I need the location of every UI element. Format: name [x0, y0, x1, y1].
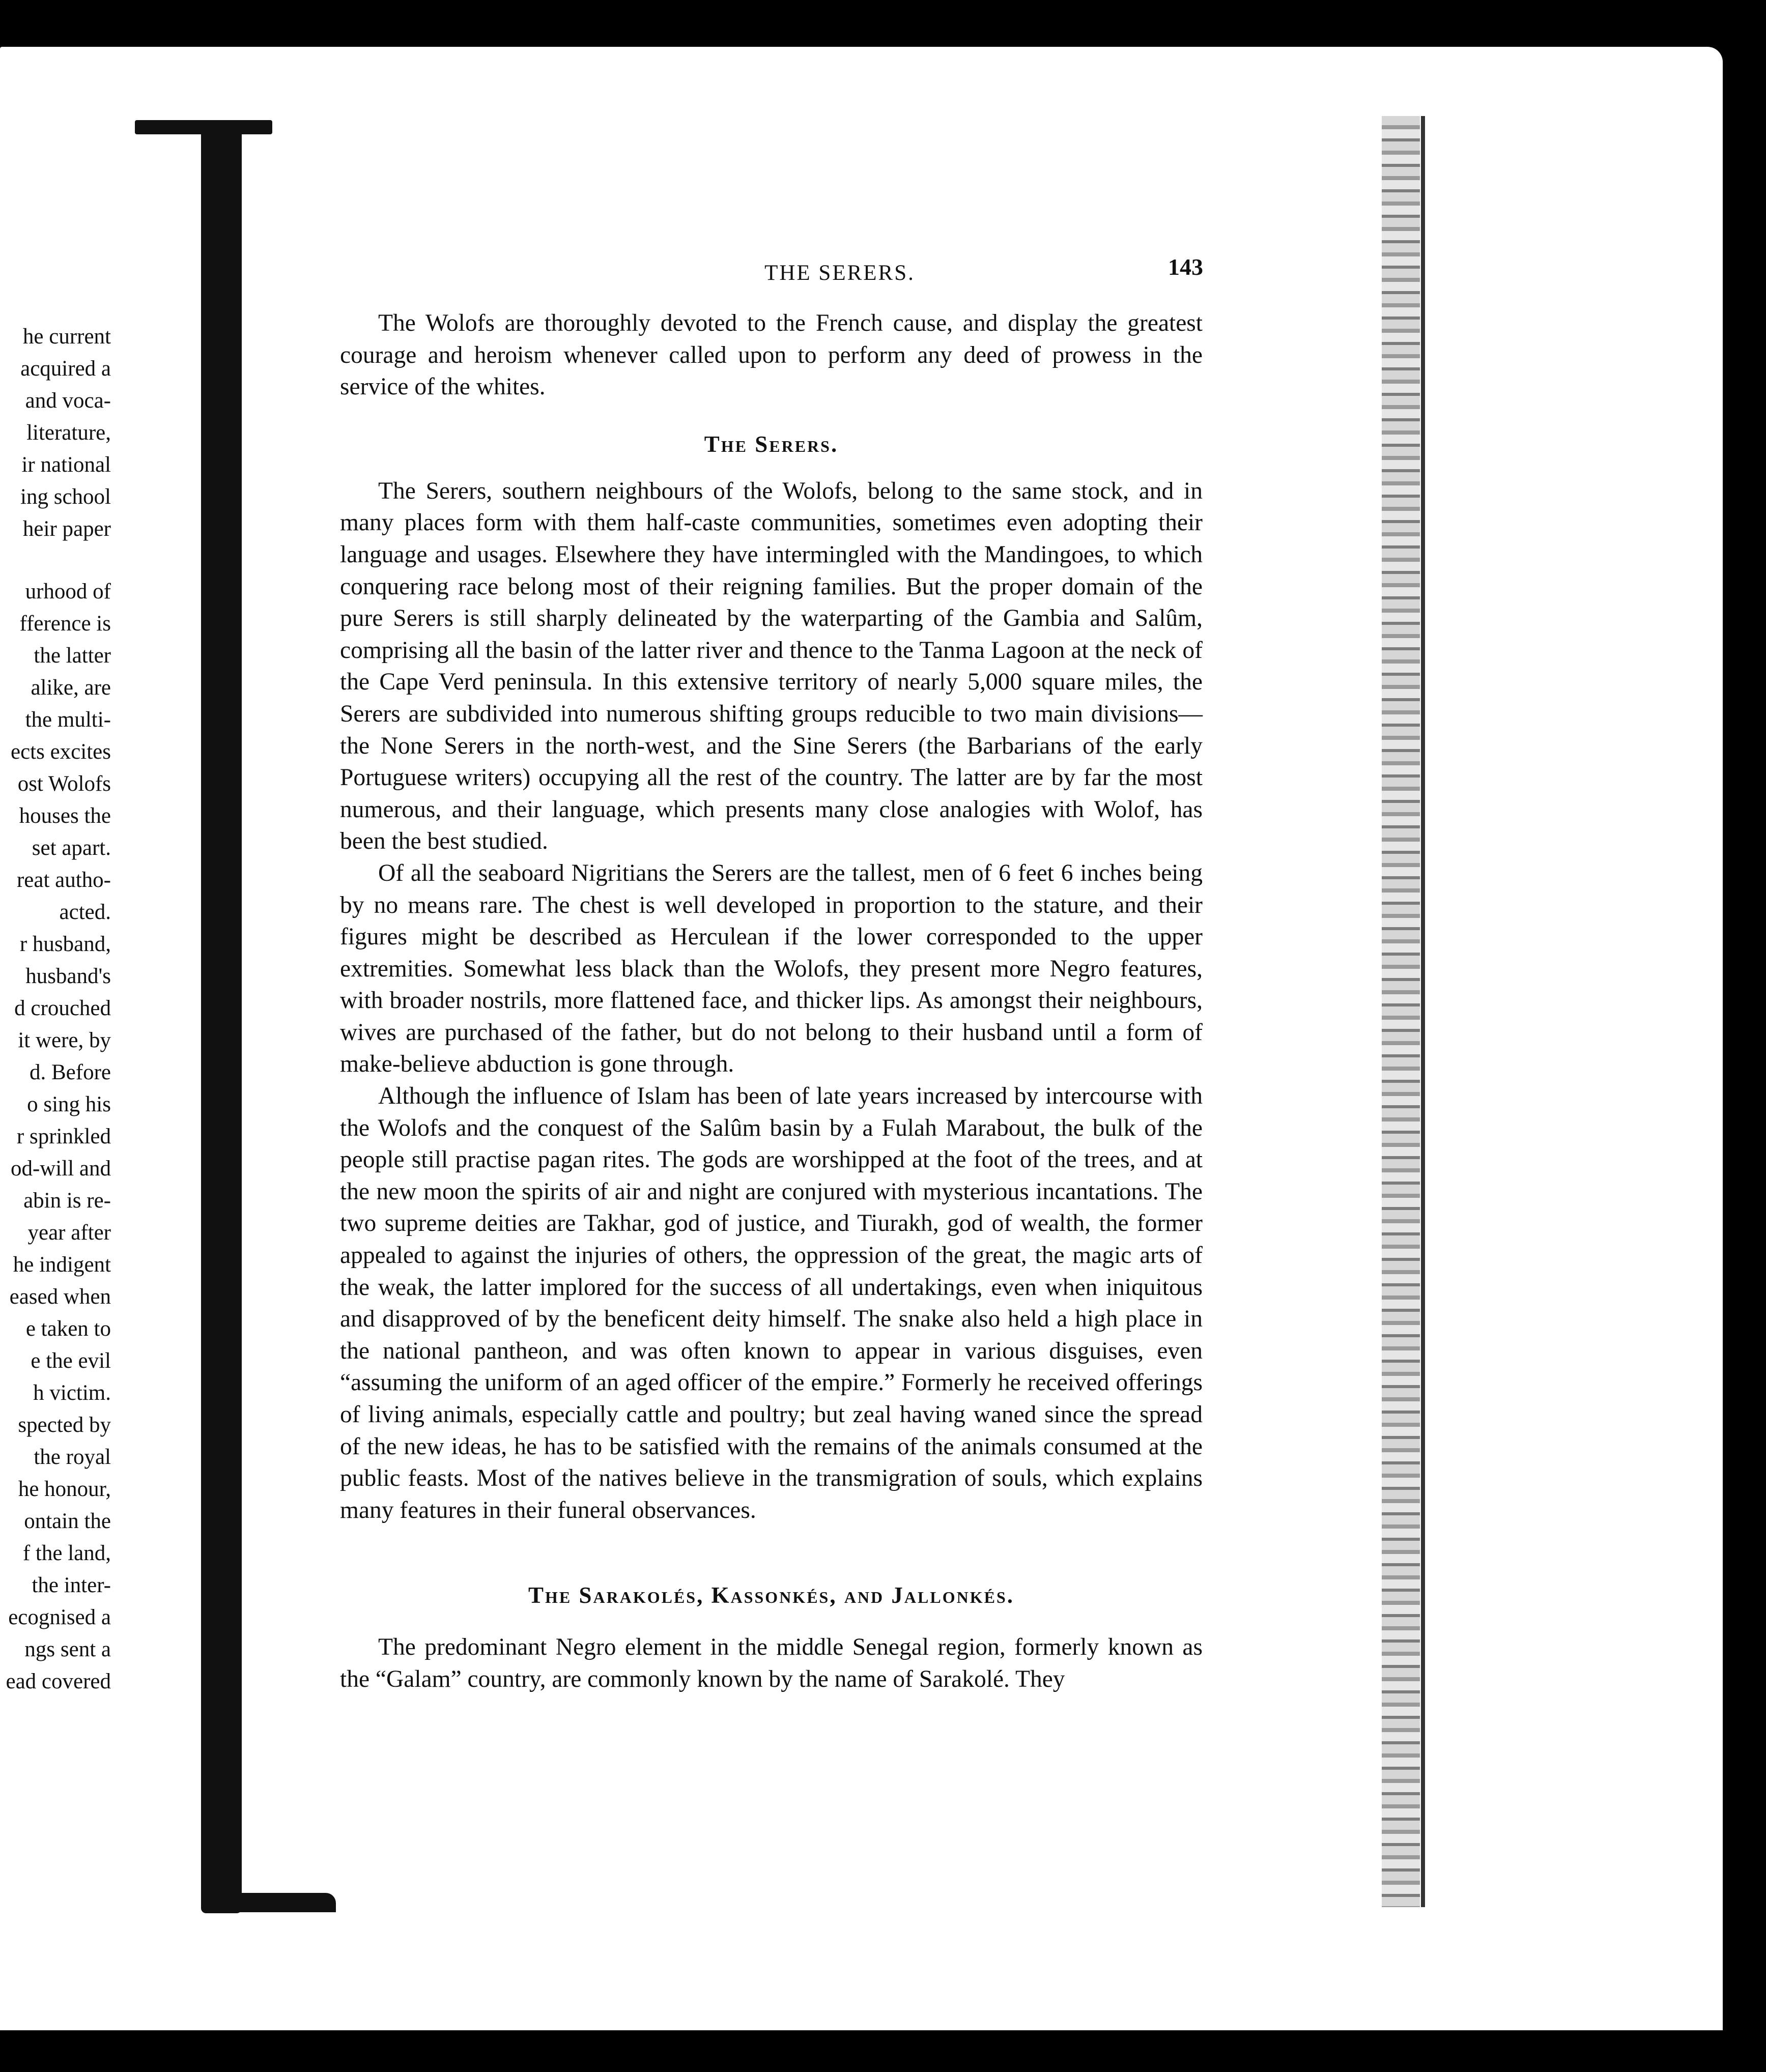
left-page-line: o sing his — [27, 1092, 111, 1116]
sarakoles-paragraph-1: The predominant Negro element in the middle Senegal region, formerly known as the “Galam” country, are commonly known by the name of Sarakolé. They — [340, 1634, 1203, 1692]
left-page-line: houses the — [19, 804, 111, 828]
serers-paragraph-3: Although the influence of Islam has been of late years increased by intercourse with the Wolofs and the conquest of the Salûm basin by a Fulah Marabout, the bulk of the people still practise pagan rites. The gods are worshipped at the foot of the trees, and at the new moon the spirits of air and night are conjured with mysterious incantations. The two supreme deities are Takhar, god of justice, and Tiurakh, god of wealth, the former appealed to against the injuries of others, the oppression of the great, the magic arts of the weak, the latter implored for the success of all undertakings, even when iniquitous and disapproved of by the beneficent deity himself. The snake also held a high place in the national pantheon, and was often known to appear in various disguises, even “assuming the uniform of an aged officer of the empire.” Formerly he received offerings of living animals, especially cattle and poultry; but zeal having waned since the spread of the new ideas, he has to be satisfied with the remains of the animals consumed at the public feasts. Most of the natives believe in the transmigration of souls, which explains many features in their funeral observances. — [340, 1083, 1203, 1523]
left-page-line: ing school — [20, 485, 111, 509]
section-heading-serers: The Serers. — [704, 431, 839, 457]
left-page-line: he indigent — [13, 1253, 111, 1277]
left-page-line: e taken to — [25, 1317, 111, 1341]
left-page-line: ects excites — [11, 740, 111, 764]
left-page-line: and voca- — [25, 389, 111, 413]
left-page-line: set apart. — [32, 836, 111, 860]
left-page-fragment — [0, 321, 111, 1697]
left-page-line: ir national — [21, 453, 111, 477]
left-page-line: od-will and — [10, 1157, 111, 1181]
scan-bottom-shadow — [0, 2030, 1766, 2072]
left-page-line: ost Wolofs — [17, 772, 111, 796]
left-page-line: r sprinkled — [16, 1125, 111, 1148]
left-page-line: r husband, — [19, 932, 111, 956]
left-page-line: spected by — [18, 1413, 111, 1437]
page-number: 143 — [1168, 254, 1203, 280]
intro-paragraph: The Wolofs are thoroughly devoted to the French cause, and display the greatest courage and heroism whenever called upon to perform any deed of prowess in the service of the whites. — [340, 310, 1203, 400]
left-page-line: d crouched — [14, 996, 111, 1020]
left-page-line: literature, — [26, 421, 111, 445]
left-page-line: he current — [22, 325, 111, 349]
left-page-line: the latter — [34, 644, 111, 668]
left-page-line: the royal — [34, 1445, 111, 1469]
left-page-line: husband's — [25, 964, 111, 988]
left-page-line: ecognised a — [8, 1605, 111, 1629]
left-page-line: ngs sent a — [24, 1637, 111, 1661]
left-page-line: e the evil — [31, 1349, 111, 1373]
left-page-line: acquired a — [20, 357, 111, 381]
left-page-line: urhood of — [25, 580, 111, 603]
page-edge-line — [1421, 116, 1425, 1907]
serers-paragraph-2: Of all the seaboard Nigritians the Serers are the tallest, men of 6 feet 6 inches being by no means rare. The chest is well developed in proportion to the stature, and their figures might be described as Herculean if the lower corresponded to the upper extremities. Somewhat less black than the Wolofs, they present more Negro features, with broader nostrils, more flattened face, and thicker lips. As amongst their neighbours, wives are purchased of the father, but do not belong to their husband until a form of make-believe abduction is gone through. — [340, 859, 1203, 1078]
left-page-gap — [0, 545, 111, 575]
left-page-line: year after — [27, 1221, 111, 1245]
left-page-line: he honour, — [18, 1477, 111, 1501]
gutter-bar-base — [219, 1893, 336, 1912]
left-page-line: acted. — [59, 900, 111, 924]
left-page-line: reat autho- — [16, 868, 111, 892]
left-page-line: ontain the — [24, 1509, 111, 1533]
left-page-line: abin is re- — [23, 1189, 111, 1213]
left-page-line: ead covered — [6, 1670, 111, 1693]
left-page-line: d. Before — [30, 1060, 111, 1084]
page-edge-stack — [1382, 116, 1420, 1907]
left-page-line: heir paper — [22, 517, 111, 541]
running-title: THE SERERS. — [764, 261, 915, 285]
left-page-line: the inter- — [32, 1573, 111, 1597]
left-page-line: the multi- — [25, 708, 111, 732]
serers-paragraph-1: The Serers, southern neighbours of the Wolofs, belong to the same stock, and in many places form with them half-caste communities, sometimes even adopting their language and usages. Elsewhere they have intermingled with the Mandingoes, to which conquering race belong most of their reigning families. But the proper domain of the pure Serers is still sharply delineated by the waterparting of the Gambia and Salûm, comprising all the basin of the latter river and thence to the Tanma Lagoon at the neck of the Cape Verd peninsula. In this extensive territory of nearly 5,000 square miles, the Serers are subdivided into numerous shifting groups reducible to two main divisions—the None Serers in the north-west, and the Sine Serers (the Barbarians of the early Portuguese writers) occupying all the rest of the country. The latter are by far the most numerous, and their language, which presents many close analogies with Wolof, has been the best studied. — [340, 477, 1203, 855]
left-page-line: eased when — [9, 1285, 111, 1309]
section-heading-sarakoles: The Sarakolés, Kassonkés, and Jallonkés. — [528, 1582, 1014, 1608]
left-page-line: f the land, — [22, 1541, 111, 1565]
left-page-line: alike, are — [31, 676, 111, 700]
left-page-line: it were, by — [18, 1028, 111, 1052]
left-page-line: fference is — [19, 612, 111, 636]
page-body — [340, 307, 1203, 1695]
left-page-line: h victim. — [33, 1381, 111, 1405]
book-gutter — [201, 122, 242, 1913]
